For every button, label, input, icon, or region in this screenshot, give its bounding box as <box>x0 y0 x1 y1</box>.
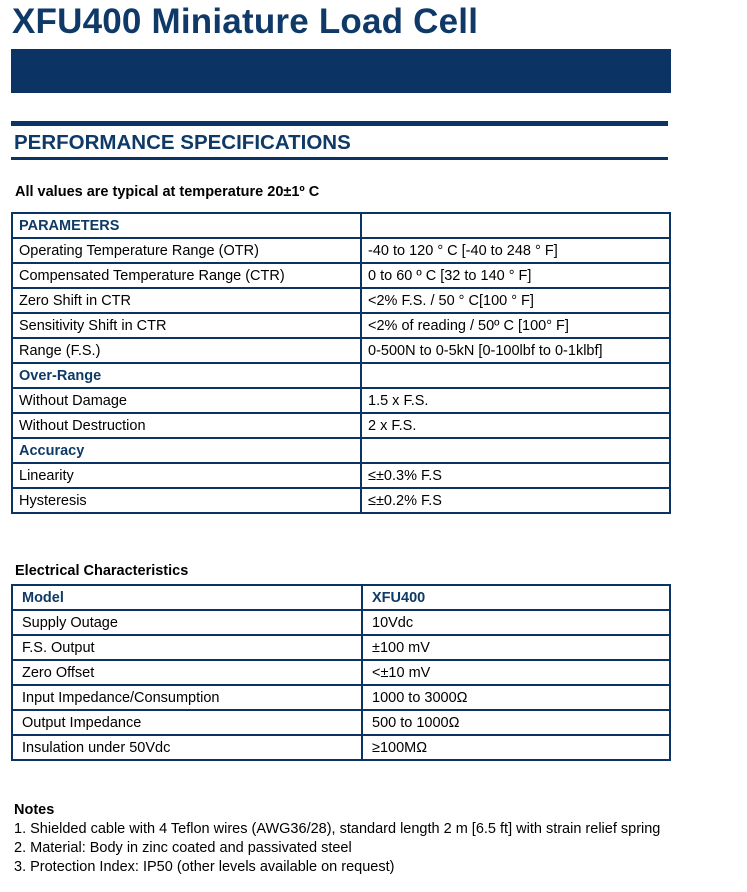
section-rule-top <box>11 121 668 126</box>
value-cell: XFU400 <box>362 585 670 610</box>
table-row <box>12 463 670 488</box>
param-cell: Input Impedance/Consumption <box>12 685 362 710</box>
param-cell: Model <box>12 585 362 610</box>
table-row <box>12 660 670 685</box>
value-cell: 0-500N to 0-5kN [0-100lbf to 0-1klbf] <box>361 338 670 363</box>
param-cell: Compensated Temperature Range (CTR) <box>12 263 361 288</box>
param-cell: Output Impedance <box>12 710 362 735</box>
param-cell: Without Destruction <box>12 413 361 438</box>
param-cell: Supply Outage <box>12 610 362 635</box>
page-title: XFU400 Miniature Load Cell <box>12 2 479 41</box>
value-cell: 1.5 x F.S. <box>361 388 670 413</box>
param-cell: PARAMETERS <box>12 213 361 238</box>
section-title: PERFORMANCE SPECIFICATIONS <box>14 131 351 154</box>
notes-title: Notes <box>14 802 55 818</box>
electrical-table-body <box>12 585 670 760</box>
param-cell: F.S. Output <box>12 635 362 660</box>
param-cell: Sensitivity Shift in CTR <box>12 313 361 338</box>
value-cell: 0 to 60 º C [32 to 140 ° F] <box>361 263 670 288</box>
value-cell: ≥100MΩ <box>362 735 670 760</box>
value-cell <box>361 213 670 238</box>
value-cell: 500 to 1000Ω <box>362 710 670 735</box>
param-cell: Without Damage <box>12 388 361 413</box>
table-header-row <box>12 585 670 610</box>
param-cell: Hysteresis <box>12 488 361 513</box>
value-cell: ≤±0.2% F.S <box>361 488 670 513</box>
value-cell: <2% of reading / 50º C [100° F] <box>361 313 670 338</box>
value-cell: <±10 mV <box>362 660 670 685</box>
value-cell: 10Vdc <box>362 610 670 635</box>
performance-table-body <box>12 213 670 513</box>
value-cell <box>361 363 670 388</box>
section-rule-bottom <box>11 157 668 160</box>
table-row <box>12 413 670 438</box>
title-banner <box>11 49 671 93</box>
table-header-row <box>12 363 670 388</box>
value-cell: 2 x F.S. <box>361 413 670 438</box>
param-cell: Insulation under 50Vdc <box>12 735 362 760</box>
value-cell: -40 to 120 ° C [-40 to 248 ° F] <box>361 238 670 263</box>
value-cell: <2% F.S. / 50 ° C[100 ° F] <box>361 288 670 313</box>
value-cell: ±100 mV <box>362 635 670 660</box>
table-header-row <box>12 213 670 238</box>
table-row <box>12 488 670 513</box>
table-row <box>12 710 670 735</box>
typical-values-note: All values are typical at temperature 20±1º C <box>15 184 320 200</box>
param-cell: Linearity <box>12 463 361 488</box>
param-cell: Zero Offset <box>12 660 362 685</box>
value-cell: ≤±0.3% F.S <box>361 463 670 488</box>
note-item: 1. Shielded cable with 4 Teflon wires (AWG36/28), standard length 2 m [6.5 ft] with strain relief spring <box>14 821 661 837</box>
param-cell: Zero Shift in CTR <box>12 288 361 313</box>
table-row <box>12 610 670 635</box>
param-cell: Range (F.S.) <box>12 338 361 363</box>
table-row <box>12 313 670 338</box>
table-row <box>12 288 670 313</box>
param-cell: Accuracy <box>12 438 361 463</box>
value-cell <box>361 438 670 463</box>
param-cell: Over-Range <box>12 363 361 388</box>
notes-section <box>14 801 660 877</box>
table-row <box>12 388 670 413</box>
performance-table <box>11 212 671 514</box>
table-row <box>12 238 670 263</box>
electrical-caption: Electrical Characteristics <box>15 563 189 579</box>
value-cell: 1000 to 3000Ω <box>362 685 670 710</box>
table-row <box>12 635 670 660</box>
table-header-row <box>12 438 670 463</box>
note-item: 2. Material: Body in zinc coated and passivated steel <box>14 840 352 856</box>
table-row <box>12 263 670 288</box>
table-row <box>12 735 670 760</box>
table-row <box>12 338 670 363</box>
table-row <box>12 685 670 710</box>
note-item: 3. Protection Index: IP50 (other levels available on request) <box>14 859 395 875</box>
electrical-table <box>11 584 671 761</box>
param-cell: Operating Temperature Range (OTR) <box>12 238 361 263</box>
